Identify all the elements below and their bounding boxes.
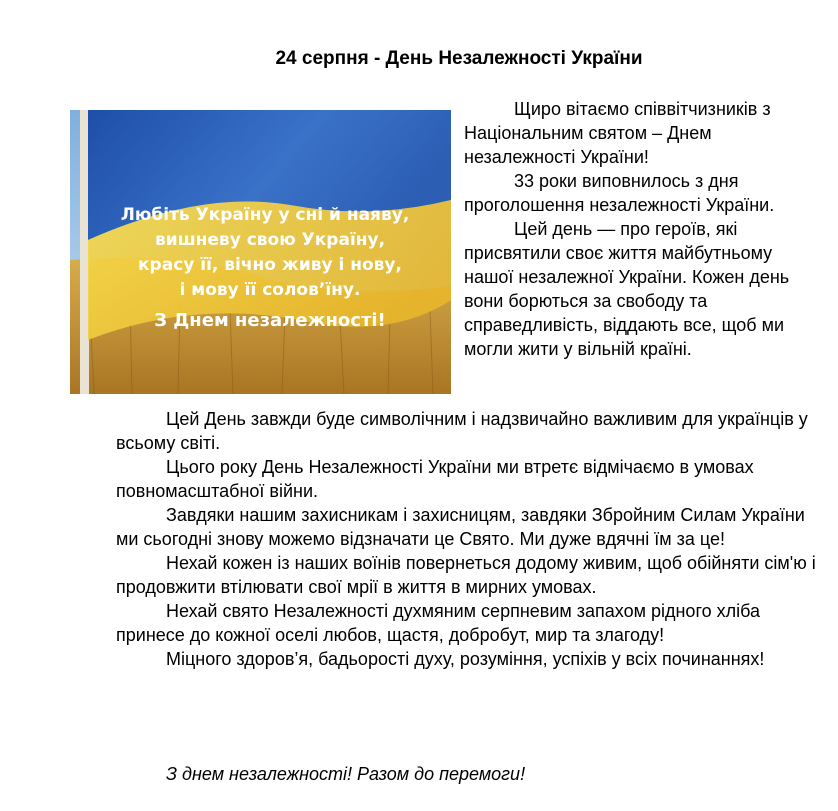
closing-greeting: З днем незалежності! Разом до перемоги! — [166, 764, 526, 784]
paragraph: Завдяки нашим захисникам і захисницям, завдяки Збройним Силам України ми сьогодні знову можемо відзначати це Свято. Ми дуже вдячні їм за це! — [116, 505, 805, 549]
flag-pole — [80, 110, 89, 394]
image-poem-line: вишневу свою Україну, — [154, 230, 386, 250]
side-text-block — [464, 97, 814, 361]
image-poem-line: і мову її солов’їну. — [179, 280, 361, 300]
independence-day-picture — [70, 110, 451, 394]
body-text-block — [116, 407, 816, 671]
image-greeting: З Днем незалежності! — [154, 310, 386, 331]
image-poem-line: Любіть Україну у сні й наяву, — [120, 205, 410, 225]
paragraph: Цей День завжди буде символічним і надзвичайно важливим для українців у всьому світі. — [116, 409, 808, 453]
image-poem-line: красу її, вічно живу і нову, — [138, 255, 402, 275]
paragraph: Цей день — про героїв, які присвятили своє життя майбутньому нашої незалежної України. Кожен день вони борються за свободу та справедливість, віддають все, щоб ми могли жити у вільній країні. — [464, 219, 790, 359]
paragraph: 33 роки виповнилось з дня проголошення незалежності України. — [464, 171, 775, 215]
paragraph: Щиро вітаємо співвітчизників з Національним святом – Днем незалежності України! — [464, 99, 771, 167]
paragraph: Цього року День Незалежності України ми втретє відмічаємо в умовах повномасштабної війни. — [116, 457, 754, 501]
paragraph: Міцного здоров’я, бадьорості духу, розуміння, успіхів у всіх починаннях! — [166, 649, 765, 669]
page-title: 24 серпня - День Незалежності України — [275, 48, 643, 69]
paragraph: Нехай свято Незалежності духмяним серпневим запахом рідного хліба принесе до кожної оселі любов, щастя, добробут, мир та злагоду! — [116, 601, 761, 645]
paragraph: Нехай кожен із наших воїнів повернеться додому живим, щоб обійняти сім'ю і продовжити втілювати свої мрії в життя в мирних умовах. — [116, 553, 816, 597]
